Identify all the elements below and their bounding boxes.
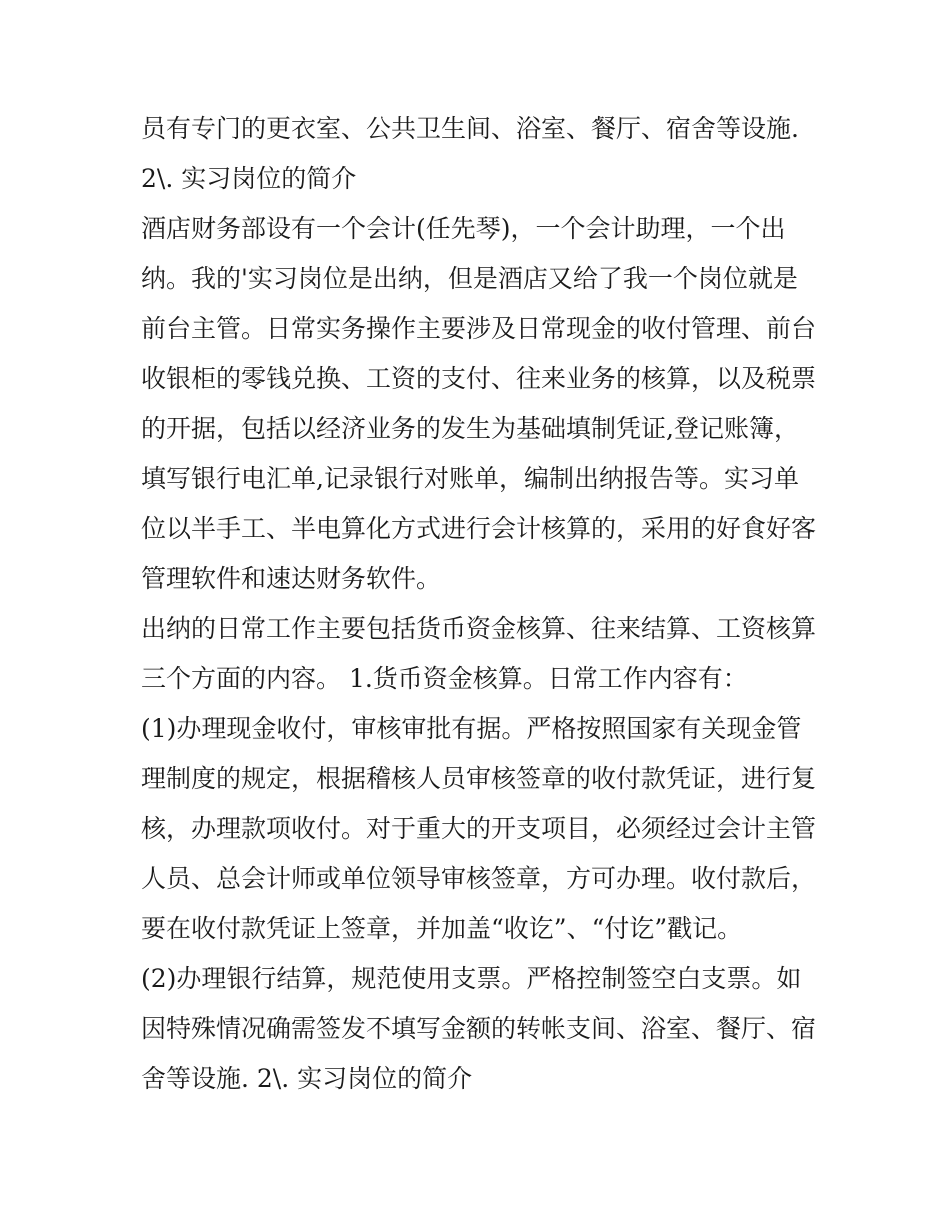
text-line: 人员、总会计师或单位领导审核签章，方可办理。收付款后， [141, 864, 817, 893]
text-line: 前台主管。日常实务操作主要涉及日常现金的收付管理、前台 [141, 314, 817, 343]
text-line: 纳。我的'实习岗位是出纳，但是酒店又给了我一个岗位就是 [141, 264, 798, 293]
text-line: 员有专门的更衣室、公共卫生间、浴室、餐厅、宿舍等设施. [141, 114, 799, 143]
text-line: 收银柜的零钱兑换、工资的支付、往来业务的核算，以及税票 [141, 364, 817, 393]
text-line: 要在收付款凭证上签章，并加盖“收讫”、“付讫”戳记。 [141, 914, 743, 943]
text-line: 舍等设施. 2\. 实习岗位的简介 [141, 1064, 473, 1093]
text-line: 核，办理款项收付。对于重大的开支项目，必须经过会计主管 [141, 814, 817, 843]
text-line: 的开据，包括以经济业务的发生为基础填制凭证,登记账簿， [141, 414, 799, 443]
text-line: 出纳的日常工作主要包括货币资金核算、往来结算、工资核算 [141, 614, 817, 643]
text-line: 填写银行电汇单,记录银行对账单，编制出纳报告等。实习单 [141, 464, 799, 493]
text-line: 理制度的规定，根据稽核人员审核签章的收付款凭证，进行复 [141, 764, 817, 793]
text-line: 管理软件和速达财务软件。 [141, 564, 442, 593]
section-heading: 2\. 实习岗位的简介 [141, 164, 357, 193]
text-line: 酒店财务部设有一个会计(任先琴)，一个会计助理，一个出 [141, 214, 786, 243]
text-line: (2)办理银行结算，规范使用支票。严格控制签空白支票。如 [141, 964, 802, 993]
text-line: 因特殊情况确需签发不填写金额的转帐支间、浴室、餐厅、宿 [141, 1014, 817, 1043]
text-line: 三个方面的内容。 1.货币资金核算。日常工作内容有： [141, 664, 748, 693]
text-line: (1)办理现金收付，审核审批有据。严格按照国家有关现金管 [141, 714, 802, 743]
body-text [141, 104, 821, 1104]
text-line: 位以半手工、半电算化方式进行会计核算的，采用的好食好客 [141, 514, 817, 543]
